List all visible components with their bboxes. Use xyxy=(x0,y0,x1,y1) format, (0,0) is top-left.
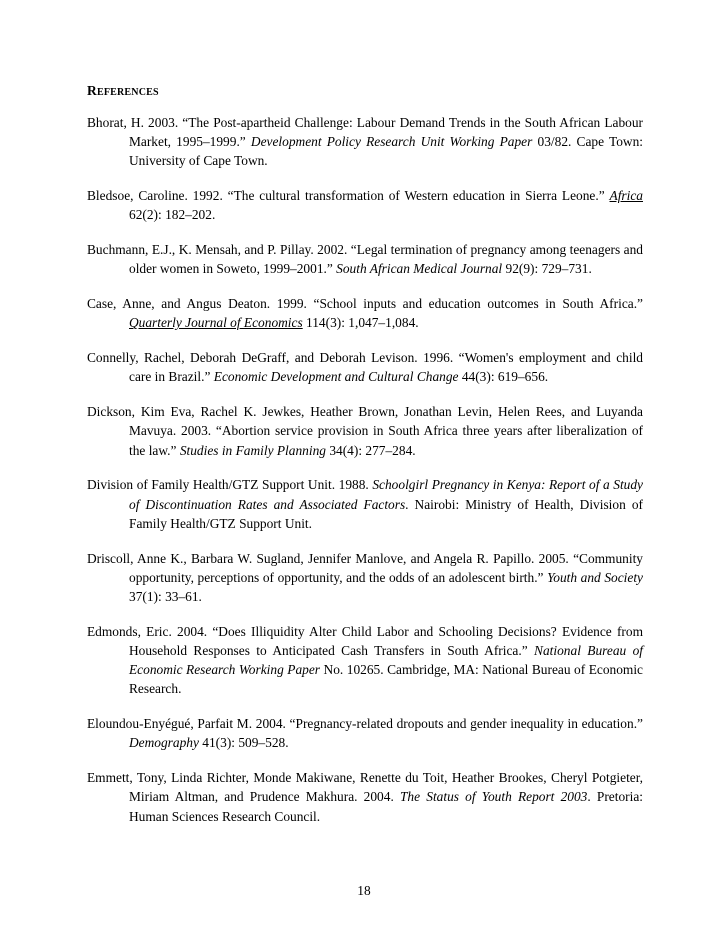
reference-details: . Pretoria: Human Sciences Research Council. xyxy=(129,789,643,824)
reference-entry-eloundou-enyegue xyxy=(87,714,643,752)
reference-text: Edmonds, Eric. 2004. “Does Illiquidity Alter Child Labor and Schooling Decisions? Evidence from Household Responses to Anticipated Cash Transfers in South Africa.” xyxy=(87,623,643,659)
reference-text: Bledsoe, Caroline. 1992. “The cultural transformation of Western education in Sierra Leone.” xyxy=(87,188,610,204)
page-number: 18 xyxy=(357,883,371,898)
reference-source: Demography xyxy=(129,735,199,751)
reference-entry-buchmann xyxy=(87,240,643,278)
reference-source: National Bureau of Economic Research Working Paper xyxy=(129,643,643,678)
reference-text: Driscoll, Anne K., Barbara W. Sugland, Jennifer Manlove, and Angela R. Papillo. 2005. “Community opportunity, perceptions of opportunity, and the odds of an adolescent birth.” xyxy=(87,550,643,585)
reference-text: Eloundou-Enyégué, Parfait M. 2004. “Pregnancy-related dropouts and gender inequality in education.” xyxy=(87,716,643,732)
reference-details: 62(2): 182–202. xyxy=(129,207,216,223)
reference-entry-bhorat xyxy=(87,113,643,171)
reference-source: Africa xyxy=(609,188,643,204)
reference-text: Buchmann, E.J., K. Mensah, and P. Pillay. 2002. “Legal termination of pregnancy among teenagers and older women in Soweto, 1999–2001.” xyxy=(87,242,643,277)
reference-details: 37(1): 33–61. xyxy=(129,589,202,605)
reference-details: No. 10265. Cambridge, MA: National Bureau of Economic Research. xyxy=(129,662,643,697)
reference-details: 41(3): 509–528. xyxy=(198,735,289,751)
reference-details: 34(4): 277–284. xyxy=(325,442,416,458)
reference-text: Emmett, Tony, Linda Richter, Monde Makiwane, Renette du Toit, Heather Brookes, Cheryl Potgieter, Miriam Altman, and Prudence Makhura. 2004. xyxy=(87,770,643,805)
reference-source: Schoolgirl Pregnancy in Kenya: Report of a Study of Discontinuation Rates and Associated Factors xyxy=(129,477,644,512)
reference-source: South African Medical Journal xyxy=(336,261,503,277)
reference-text: Bhorat, H. 2003. “The Post-apartheid Challenge: Labour Demand Trends in the South African Labour Market, 1995–1999.” xyxy=(87,115,643,150)
reference-details: 03/82. Cape Town: University of Cape Town. xyxy=(129,134,643,169)
reference-details: 44(3): 619–656. xyxy=(458,369,549,385)
reference-text: Dickson, Kim Eva, Rachel K. Jewkes, Heather Brown, Jonathan Levin, Helen Rees, and Luyanda Mavuya. 2003. “Abortion service provision in South Africa three years after liberalization of the law.” xyxy=(87,404,643,458)
reference-text: Case, Anne, and Angus Deaton. 1999. “School inputs and education outcomes in South Africa.” xyxy=(87,296,643,312)
reference-entry-connelly xyxy=(87,348,643,386)
section-heading xyxy=(87,83,643,99)
reference-text: Connelly, Rachel, Deborah DeGraff, and Deborah Levison. 1996. “Women's employment and child care in Brazil.” xyxy=(87,350,643,385)
heading-rest: EFERENCES xyxy=(96,87,159,98)
reference-source: Quarterly Journal of Economics xyxy=(129,315,303,331)
heading-initial: R xyxy=(87,83,97,98)
document-page xyxy=(87,83,643,841)
reference-entry-emmett xyxy=(87,768,643,826)
reference-details: . Nairobi: Ministry of Health, Division of Family Health/GTZ Support Unit. xyxy=(129,496,643,531)
reference-source: The Status of Youth Report 2003 xyxy=(399,789,588,805)
reference-source: Development Policy Research Unit Working Paper xyxy=(250,134,533,150)
reference-details: 92(9): 729–731. xyxy=(502,261,592,277)
reference-source: Economic Development and Cultural Change xyxy=(213,369,459,385)
reference-source: Youth and Society xyxy=(547,569,643,585)
reference-source: Studies in Family Planning xyxy=(179,442,326,458)
reference-text: Division of Family Health/GTZ Support Unit. 1988. xyxy=(87,477,373,493)
reference-entry-bledsoe xyxy=(87,186,643,224)
reference-details: 114(3): 1,047–1,084. xyxy=(302,315,419,331)
reference-entry-edmonds xyxy=(87,622,643,699)
reference-entry-division-family-health xyxy=(87,475,643,533)
reference-entry-case xyxy=(87,294,643,332)
reference-entry-dickson xyxy=(87,402,643,460)
reference-entry-driscoll xyxy=(87,549,643,607)
